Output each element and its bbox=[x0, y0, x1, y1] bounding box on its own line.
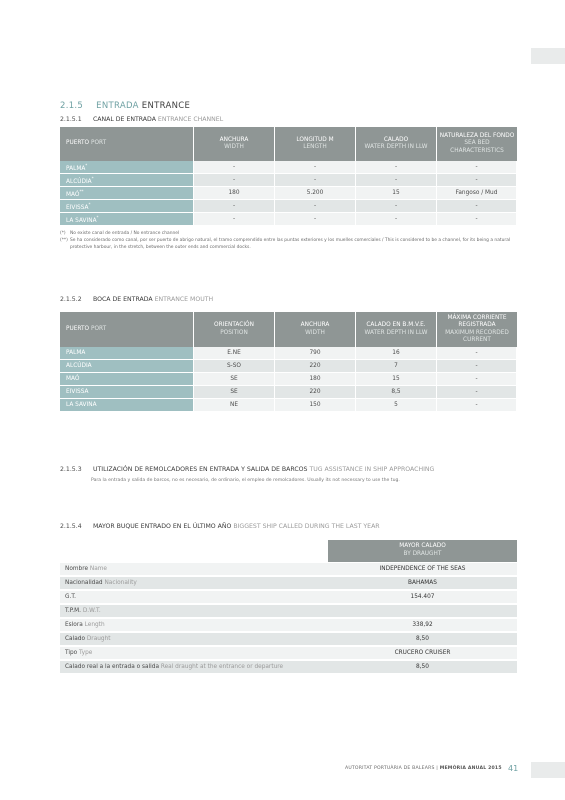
port-cell: MAÓ bbox=[60, 373, 194, 386]
ship-row-value: 8,50 bbox=[416, 636, 429, 642]
ship-header-en: BY DRAUGHT bbox=[403, 550, 442, 557]
table-cell: - bbox=[437, 373, 517, 386]
footer-separator: | bbox=[436, 766, 439, 771]
port-cell: EIVISSA* bbox=[60, 200, 194, 213]
page-footer bbox=[345, 766, 502, 771]
column-header: ANCHURA WIDTH bbox=[275, 312, 356, 347]
subsection-title-es: MAYOR BUQUE ENTRADO EN EL ÚLTIMO AÑO bbox=[92, 523, 232, 530]
table-cell: - bbox=[437, 386, 517, 399]
ship-row bbox=[60, 577, 517, 590]
ship-row bbox=[60, 563, 517, 576]
ship-row-label: Nacionalidad Nacionality bbox=[65, 580, 137, 586]
footer-org: AUTORITAT PORTUÀRIA DE BALEARS bbox=[345, 766, 435, 771]
table-cell: 5.200 bbox=[275, 187, 356, 200]
subsection-number: 2.1.5.1 bbox=[60, 116, 82, 123]
table-cell: - bbox=[437, 161, 517, 174]
table-cell: 220 bbox=[275, 360, 356, 373]
ship-row-value: 8,50 bbox=[416, 664, 429, 670]
table-cell: 220 bbox=[275, 386, 356, 399]
port-cell: MAÓ** bbox=[60, 187, 194, 200]
table-cell: - bbox=[356, 174, 437, 187]
table-row bbox=[60, 200, 517, 213]
table-cell: SE bbox=[194, 386, 275, 399]
entrance-mouth-table bbox=[60, 312, 517, 412]
table-cell: - bbox=[356, 161, 437, 174]
column-header: LONGITUD M LENGTH bbox=[275, 127, 356, 161]
table-cell: - bbox=[194, 174, 275, 187]
table-row bbox=[60, 347, 517, 360]
table-row bbox=[60, 386, 517, 399]
table-cell: NE bbox=[194, 399, 275, 412]
subsection-heading-remolcadores bbox=[60, 466, 434, 473]
table-cell: - bbox=[437, 360, 517, 373]
port-cell: EIVISSA bbox=[60, 386, 194, 399]
section-title-en: ENTRANCE bbox=[141, 101, 191, 111]
footnote: (**) Se ha considerado como canal, por ser puerto de abrigo natural, el tramo comprendido entre las puntas exteriores y los muelles comerciales / This is considered to be a channel, for its being a natural protective harbour, in the stretch, between the outer ends and commercial docks. bbox=[60, 237, 511, 250]
table-row bbox=[60, 373, 517, 386]
ship-row-value: INDEPENDENCE OF THE SEAS bbox=[379, 566, 466, 572]
table-cell: 15 bbox=[356, 187, 437, 200]
subsection-number: 2.1.5.3 bbox=[60, 466, 82, 473]
table-cell: 790 bbox=[275, 347, 356, 360]
table-cell: S-SO bbox=[194, 360, 275, 373]
table-cell: - bbox=[437, 213, 517, 226]
subsection-heading-buque bbox=[60, 523, 380, 530]
port-cell: LA SAVINA bbox=[60, 399, 194, 412]
ship-row-label: Nombre Name bbox=[65, 566, 107, 572]
section-number: 2.1.5 bbox=[60, 101, 84, 111]
page-edge-tab-bottom bbox=[531, 762, 565, 778]
table-cell: E.NE bbox=[194, 347, 275, 360]
port-cell: ALCÚDIA* bbox=[60, 174, 194, 187]
subsection-heading-boca bbox=[60, 296, 213, 303]
ship-row-label: G.T. bbox=[65, 594, 77, 600]
ship-row-label: Calado Draught bbox=[65, 636, 111, 642]
table-cell: - bbox=[194, 200, 275, 213]
table-row bbox=[60, 174, 517, 187]
ship-row bbox=[60, 605, 517, 618]
subsection-title-en: ENTRANCE CHANNEL bbox=[157, 116, 224, 123]
table-cell: 150 bbox=[275, 399, 356, 412]
footnote: (*) No existe canal de entrada / No entrance channel bbox=[60, 231, 180, 236]
ship-row-label: Tipo Type bbox=[65, 650, 93, 656]
subsection-heading-canal bbox=[60, 116, 223, 123]
column-header: CALADO EN B.M.V.E. WATER DEPTH IN LLW bbox=[356, 312, 437, 347]
ship-row-label: Calado real a la entrada o salida Real draught at the entrance or departure bbox=[65, 664, 284, 670]
table-cell: - bbox=[194, 161, 275, 174]
ship-row bbox=[60, 591, 517, 604]
subsection-title-en: TUG ASSISTANCE IN SHIP APPROACHING bbox=[309, 466, 435, 473]
port-cell: PALMA* bbox=[60, 161, 194, 174]
table-cell: - bbox=[356, 213, 437, 226]
section-heading bbox=[60, 101, 190, 111]
subsection-number: 2.1.5.4 bbox=[60, 523, 82, 530]
column-header: CALADO WATER DEPTH IN LLW bbox=[356, 127, 437, 161]
table-cell: 15 bbox=[356, 373, 437, 386]
port-cell: LA SAVINA* bbox=[60, 213, 194, 226]
column-header: PUERTO PORT bbox=[60, 312, 194, 347]
table-cell: - bbox=[356, 200, 437, 213]
table-row bbox=[60, 187, 517, 200]
table-header-row bbox=[60, 127, 517, 161]
ship-row-value: BAHAMAS bbox=[408, 580, 437, 586]
table-cell: - bbox=[437, 347, 517, 360]
ship-header-es: MAYOR CALADO bbox=[399, 543, 446, 549]
tug-assistance-text: Para la entrada y salida de barcos, no es necesario, de ordinario, el empleo de remolcadores. Usually its not necessary to use the tug. bbox=[91, 478, 400, 483]
subsection-title-es: UTILIZACIÓN DE REMOLCADORES EN ENTRADA Y SALIDA DE BARCOS bbox=[92, 466, 308, 473]
table-header-row bbox=[60, 312, 517, 347]
section-title-es: ENTRADA bbox=[96, 101, 139, 111]
port-cell: ALCÚDIA bbox=[60, 360, 194, 373]
page-number: 41 bbox=[508, 764, 519, 773]
table-cell: - bbox=[194, 213, 275, 226]
table-cell: 5 bbox=[356, 399, 437, 412]
table-cell: - bbox=[437, 200, 517, 213]
table-cell: - bbox=[275, 174, 356, 187]
table-cell: 7 bbox=[356, 360, 437, 373]
ship-row-label: Eslora Length bbox=[65, 622, 105, 628]
ship-row-value: 338,92 bbox=[412, 622, 433, 628]
page-edge-tab-top bbox=[531, 48, 565, 64]
subsection-title-es: BOCA DE ENTRADA bbox=[92, 296, 153, 303]
table-cell: 16 bbox=[356, 347, 437, 360]
table-footnotes bbox=[60, 231, 520, 251]
footer-report: MEMÒRIA ANUAL 2015 bbox=[439, 766, 502, 771]
ship-table-header bbox=[328, 540, 517, 562]
column-header: PUERTO PORT bbox=[60, 127, 194, 161]
table-cell: SE bbox=[194, 373, 275, 386]
table-row bbox=[60, 399, 517, 412]
subsection-title-es: CANAL DE ENTRADA bbox=[92, 116, 156, 123]
table-cell: - bbox=[275, 161, 356, 174]
table-cell: - bbox=[437, 174, 517, 187]
column-header: NATURALEZA DEL FONDO SEA BED CHARACTERISTICS bbox=[437, 127, 517, 161]
table-cell: - bbox=[437, 399, 517, 412]
table-cell: 180 bbox=[194, 187, 275, 200]
ship-row bbox=[60, 619, 517, 632]
entrance-channel-table bbox=[60, 127, 517, 226]
subsection-title-en: BIGGEST SHIP CALLED DURING THE LAST YEAR bbox=[233, 523, 380, 530]
table-cell: Fangoso / Mud bbox=[437, 187, 517, 200]
subsection-number: 2.1.5.2 bbox=[60, 296, 82, 303]
table-row bbox=[60, 161, 517, 174]
table-cell: - bbox=[275, 213, 356, 226]
table-row bbox=[60, 360, 517, 373]
ship-row-value: 154.407 bbox=[410, 594, 435, 600]
ship-row bbox=[60, 661, 517, 674]
column-header: ANCHURA WIDTH bbox=[194, 127, 275, 161]
port-cell: PALMA bbox=[60, 347, 194, 360]
ship-row-label: T.P.M. D.W.T. bbox=[65, 608, 101, 614]
table-cell: 8,5 bbox=[356, 386, 437, 399]
table-row bbox=[60, 213, 517, 226]
ship-row bbox=[60, 633, 517, 646]
table-cell: 180 bbox=[275, 373, 356, 386]
table-cell: - bbox=[275, 200, 356, 213]
column-header: MÁXIMA CORRIENTE REGISTRADA MAXIMUM RECORDED CURRENT bbox=[437, 312, 517, 347]
ship-row bbox=[60, 647, 517, 660]
ship-row-value: CRUCERO CRUISER bbox=[394, 650, 451, 656]
subsection-title-en: ENTRANCE MOUTH bbox=[154, 296, 214, 303]
column-header: ORIENTACIÓN POSITION bbox=[194, 312, 275, 347]
